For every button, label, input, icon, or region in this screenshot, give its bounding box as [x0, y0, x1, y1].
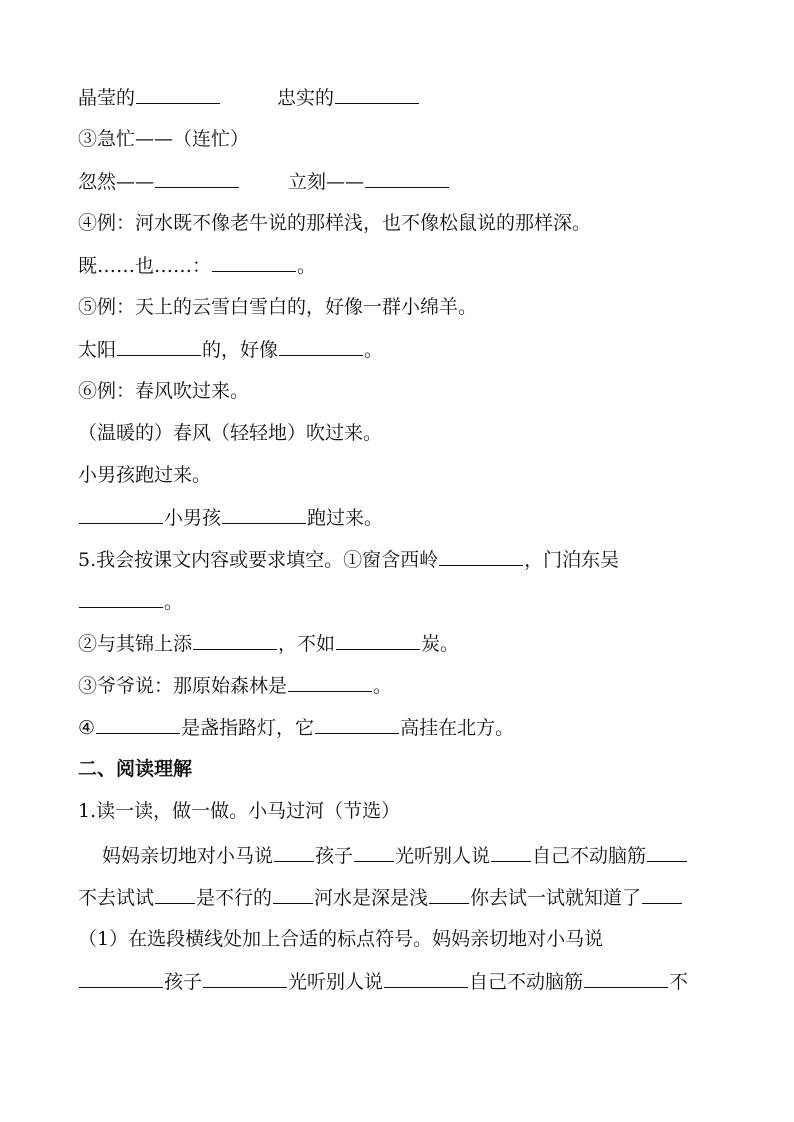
- line-22: [78, 966, 688, 996]
- text: ④: [78, 717, 96, 739]
- text: 立刻——: [288, 171, 365, 193]
- text: 是盏指路灯，它: [181, 717, 315, 739]
- line-12: [78, 544, 619, 574]
- line-1: [78, 82, 420, 112]
- text: 小男孩: [164, 507, 222, 529]
- answer-blank[interactable]: [439, 544, 523, 566]
- punctuation-blank[interactable]: [642, 882, 682, 904]
- answer-blank[interactable]: [79, 586, 163, 608]
- line-13: [78, 586, 183, 616]
- text: 忠实的: [277, 87, 335, 109]
- line-9: （温暖的）春风（轻轻地）吹过来。: [78, 422, 383, 444]
- text: ，门泊东吴: [524, 549, 620, 571]
- line-18: 1.读一读，做一做。小马过河（节选）: [78, 800, 401, 822]
- text: ②与其锦上添: [78, 633, 193, 655]
- answer-blank[interactable]: [96, 712, 180, 734]
- answer-blank[interactable]: [279, 334, 363, 356]
- line-6: ⑤例：天上的云雪白雪白的，好像一群小绵羊。: [78, 296, 478, 318]
- answer-blank[interactable]: [288, 670, 372, 692]
- line-7: [78, 334, 383, 364]
- text: 既……也……：: [78, 255, 212, 277]
- answer-blank[interactable]: [384, 966, 468, 988]
- punctuation-blank[interactable]: [155, 882, 195, 904]
- line-21: （1）在选段横线处加上合适的标点符号。妈妈亲切地对小马说: [78, 928, 604, 950]
- line-11: [78, 502, 383, 532]
- text: 高挂在北方。: [400, 717, 515, 739]
- text: 5.我会按课文内容或要求填空。①窗含西岭: [78, 549, 439, 571]
- line-19: [78, 840, 688, 870]
- text: 孩子: [315, 845, 354, 867]
- answer-blank[interactable]: [315, 712, 399, 734]
- line-15: [78, 670, 392, 700]
- text: 是不行的: [196, 887, 273, 909]
- text: 。: [373, 675, 393, 697]
- answer-blank[interactable]: [193, 628, 277, 650]
- answer-blank[interactable]: [365, 166, 449, 188]
- answer-blank[interactable]: [79, 966, 163, 988]
- text: 太阳: [78, 339, 117, 361]
- text: 。: [164, 591, 184, 613]
- line-4: ④例：河水既不像老牛说的那样浅，也不像松鼠说的那样深。: [78, 212, 592, 234]
- text: 不: [669, 971, 689, 993]
- punctuation-blank[interactable]: [491, 840, 531, 862]
- line-10: 小男孩跑过来。: [78, 464, 212, 486]
- answer-blank[interactable]: [222, 502, 306, 524]
- punctuation-blank[interactable]: [647, 840, 687, 862]
- line-16: [78, 712, 514, 742]
- text: 自己不动脑筋: [469, 971, 584, 993]
- answer-blank[interactable]: [155, 166, 239, 188]
- line-2: ③急忙——（连忙）: [78, 128, 250, 150]
- text: 光听别人说: [395, 845, 491, 867]
- line-20: [78, 882, 683, 912]
- text: 晶莹的: [78, 87, 136, 109]
- text: 你去试一试就知道了: [470, 887, 642, 909]
- text: 炭。: [421, 633, 460, 655]
- text: 河水是深是浅: [314, 887, 429, 909]
- answer-blank[interactable]: [136, 82, 220, 104]
- text: 的，好像: [202, 339, 279, 361]
- punctuation-blank[interactable]: [273, 882, 313, 904]
- answer-blank[interactable]: [584, 966, 668, 988]
- answer-blank[interactable]: [117, 334, 201, 356]
- text: 跑过来。: [307, 507, 384, 529]
- answer-blank[interactable]: [203, 966, 287, 988]
- punctuation-blank[interactable]: [274, 840, 314, 862]
- text: 。: [364, 339, 384, 361]
- text: 妈妈亲切地对小马说: [102, 845, 274, 867]
- text: ，不如: [278, 633, 336, 655]
- text: ③爷爷说：那原始森林是: [78, 675, 288, 697]
- section-heading: 二、阅读理解: [78, 758, 193, 780]
- text: 忽然——: [78, 171, 155, 193]
- answer-blank[interactable]: [336, 628, 420, 650]
- answer-blank[interactable]: [212, 250, 296, 272]
- answer-blank[interactable]: [335, 82, 419, 104]
- line-8: ⑥例：春风吹过来。: [78, 380, 250, 402]
- text: 不去试试: [78, 887, 155, 909]
- line-5: [78, 250, 316, 280]
- line-14: [78, 628, 459, 658]
- text: 。: [297, 255, 317, 277]
- text: 孩子: [164, 971, 203, 993]
- text: 光听别人说: [288, 971, 384, 993]
- answer-blank[interactable]: [79, 502, 163, 524]
- text: 自己不动脑筋: [532, 845, 647, 867]
- line-3: [78, 166, 450, 196]
- punctuation-blank[interactable]: [429, 882, 469, 904]
- punctuation-blank[interactable]: [354, 840, 394, 862]
